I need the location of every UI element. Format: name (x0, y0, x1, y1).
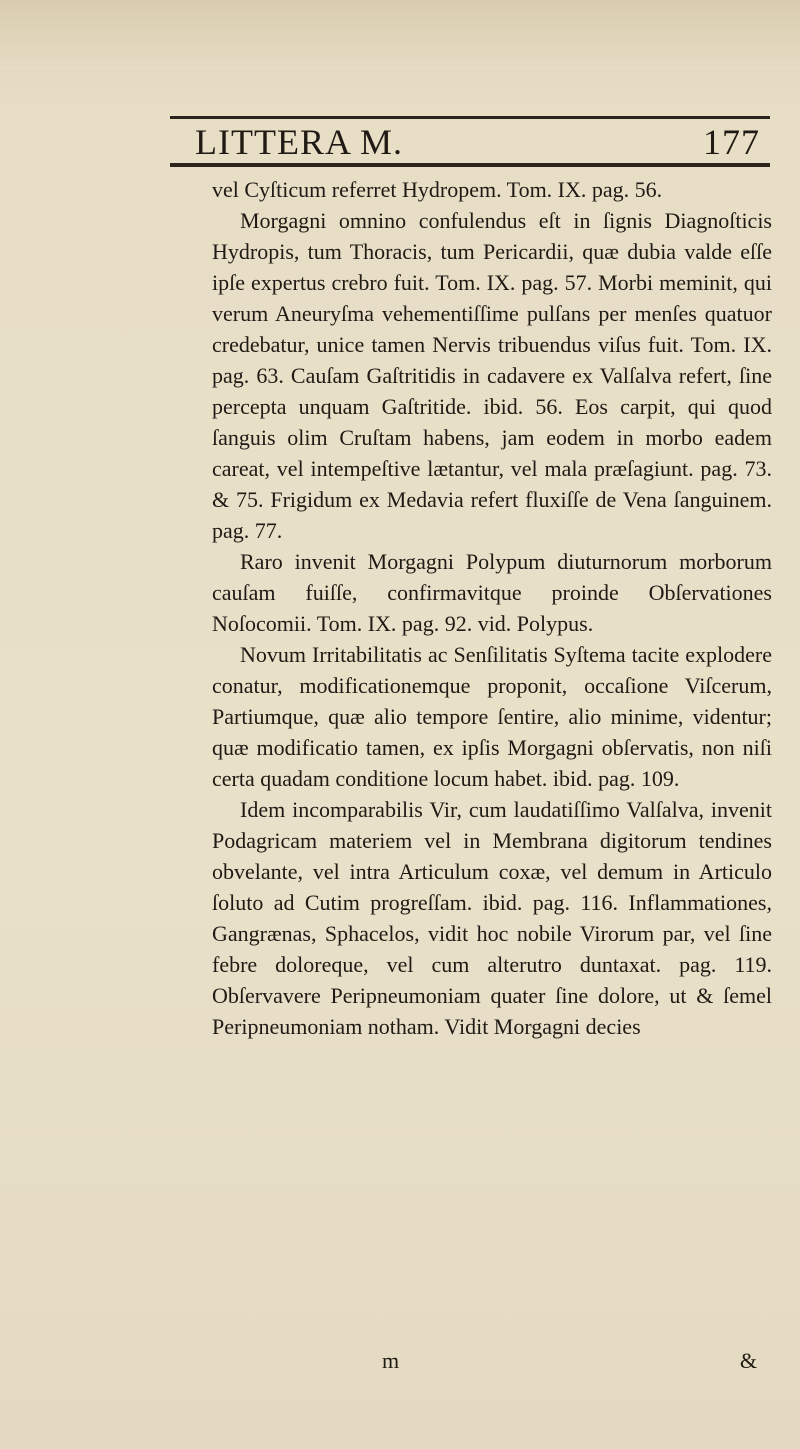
paragraph: Novum Irritabilitatis ac Senſilitatis Syſtema tacite explodere conatur, modificationemque proponit, occaſione Viſcerum, Partiumque, quæ alio tempore ſentire, alio minime, videntur; quæ modificatio tamen, ex ipſis Morgagni obſervatis, non niſi certa quadam conditione locum habet. ibid. pag. 109. (212, 642, 772, 791)
body-text (212, 174, 772, 1042)
paragraph: Idem incomparabilis Vir, cum laudatiſſimo Valſalva, invenit Podagricam materiem vel in Membrana digitorum tendines obvelante, vel intra Articulum coxæ, vel demum in Articulo ſoluto ad Cutim progreſſam. ibid. pag. 116. Inflammationes, Gangrænas, Sphacelos, vidit hoc nobile Virorum par, vel ſine febre doloreque, vel cum alterutro duntaxat. pag. 119. Obſervavere Peripneumoniam quater ſine dolore, ut & ſemel Peripneumoniam notham. Vidit Morgagni decies (212, 797, 772, 1039)
catchword: & (739, 1348, 757, 1373)
header-rule-top (170, 116, 770, 119)
page-number: 177 (703, 122, 760, 162)
running-header (175, 121, 770, 163)
header-title: LITTERA M. (195, 122, 403, 162)
page-footer (212, 1348, 772, 1378)
header-rule-bottom (170, 163, 770, 167)
signature-mark: m (382, 1348, 400, 1373)
page-top-edge (0, 0, 800, 70)
paragraph: Raro invenit Morgagni Polypum diuturnorum morborum cauſam fuiſſe, confirmavitque proinde Obſervationes Noſocomii. Tom. IX. pag. 92. vid. Polypus. (212, 549, 772, 636)
paragraph: Morgagni omnino confulendus eſt in ſignis Diagnoſticis Hydropis, tum Thoracis, tum Pericardii, quæ dubia valde eſſe ipſe expertus crebro fuit. Tom. IX. pag. 57. Morbi meminit, qui verum Aneuryſma vehementiſſime pulſans per menſes quatuor credebatur, unice tamen Nervis tribuendus viſus fuit. Tom. IX. pag. 63. Cauſam Gaſtritidis in cadavere ex Valſalva refert, ſine perceptа unquam Gaſtritide. ibid. 56. Eos carpit, qui quod ſanguis olim Cruſtam habens, jam eodem in morbo eadem careat, vel intempeſtive lætantur, vel mala præſagiunt. pag. 73. & 75. Frigidum ex Medavia refert fluxiſſe de Vena ſanguinem. pag. 77. (212, 208, 772, 543)
paragraph: vel Cyſticum referret Hydropem. Tom. IX. pag. 56. (212, 177, 663, 202)
